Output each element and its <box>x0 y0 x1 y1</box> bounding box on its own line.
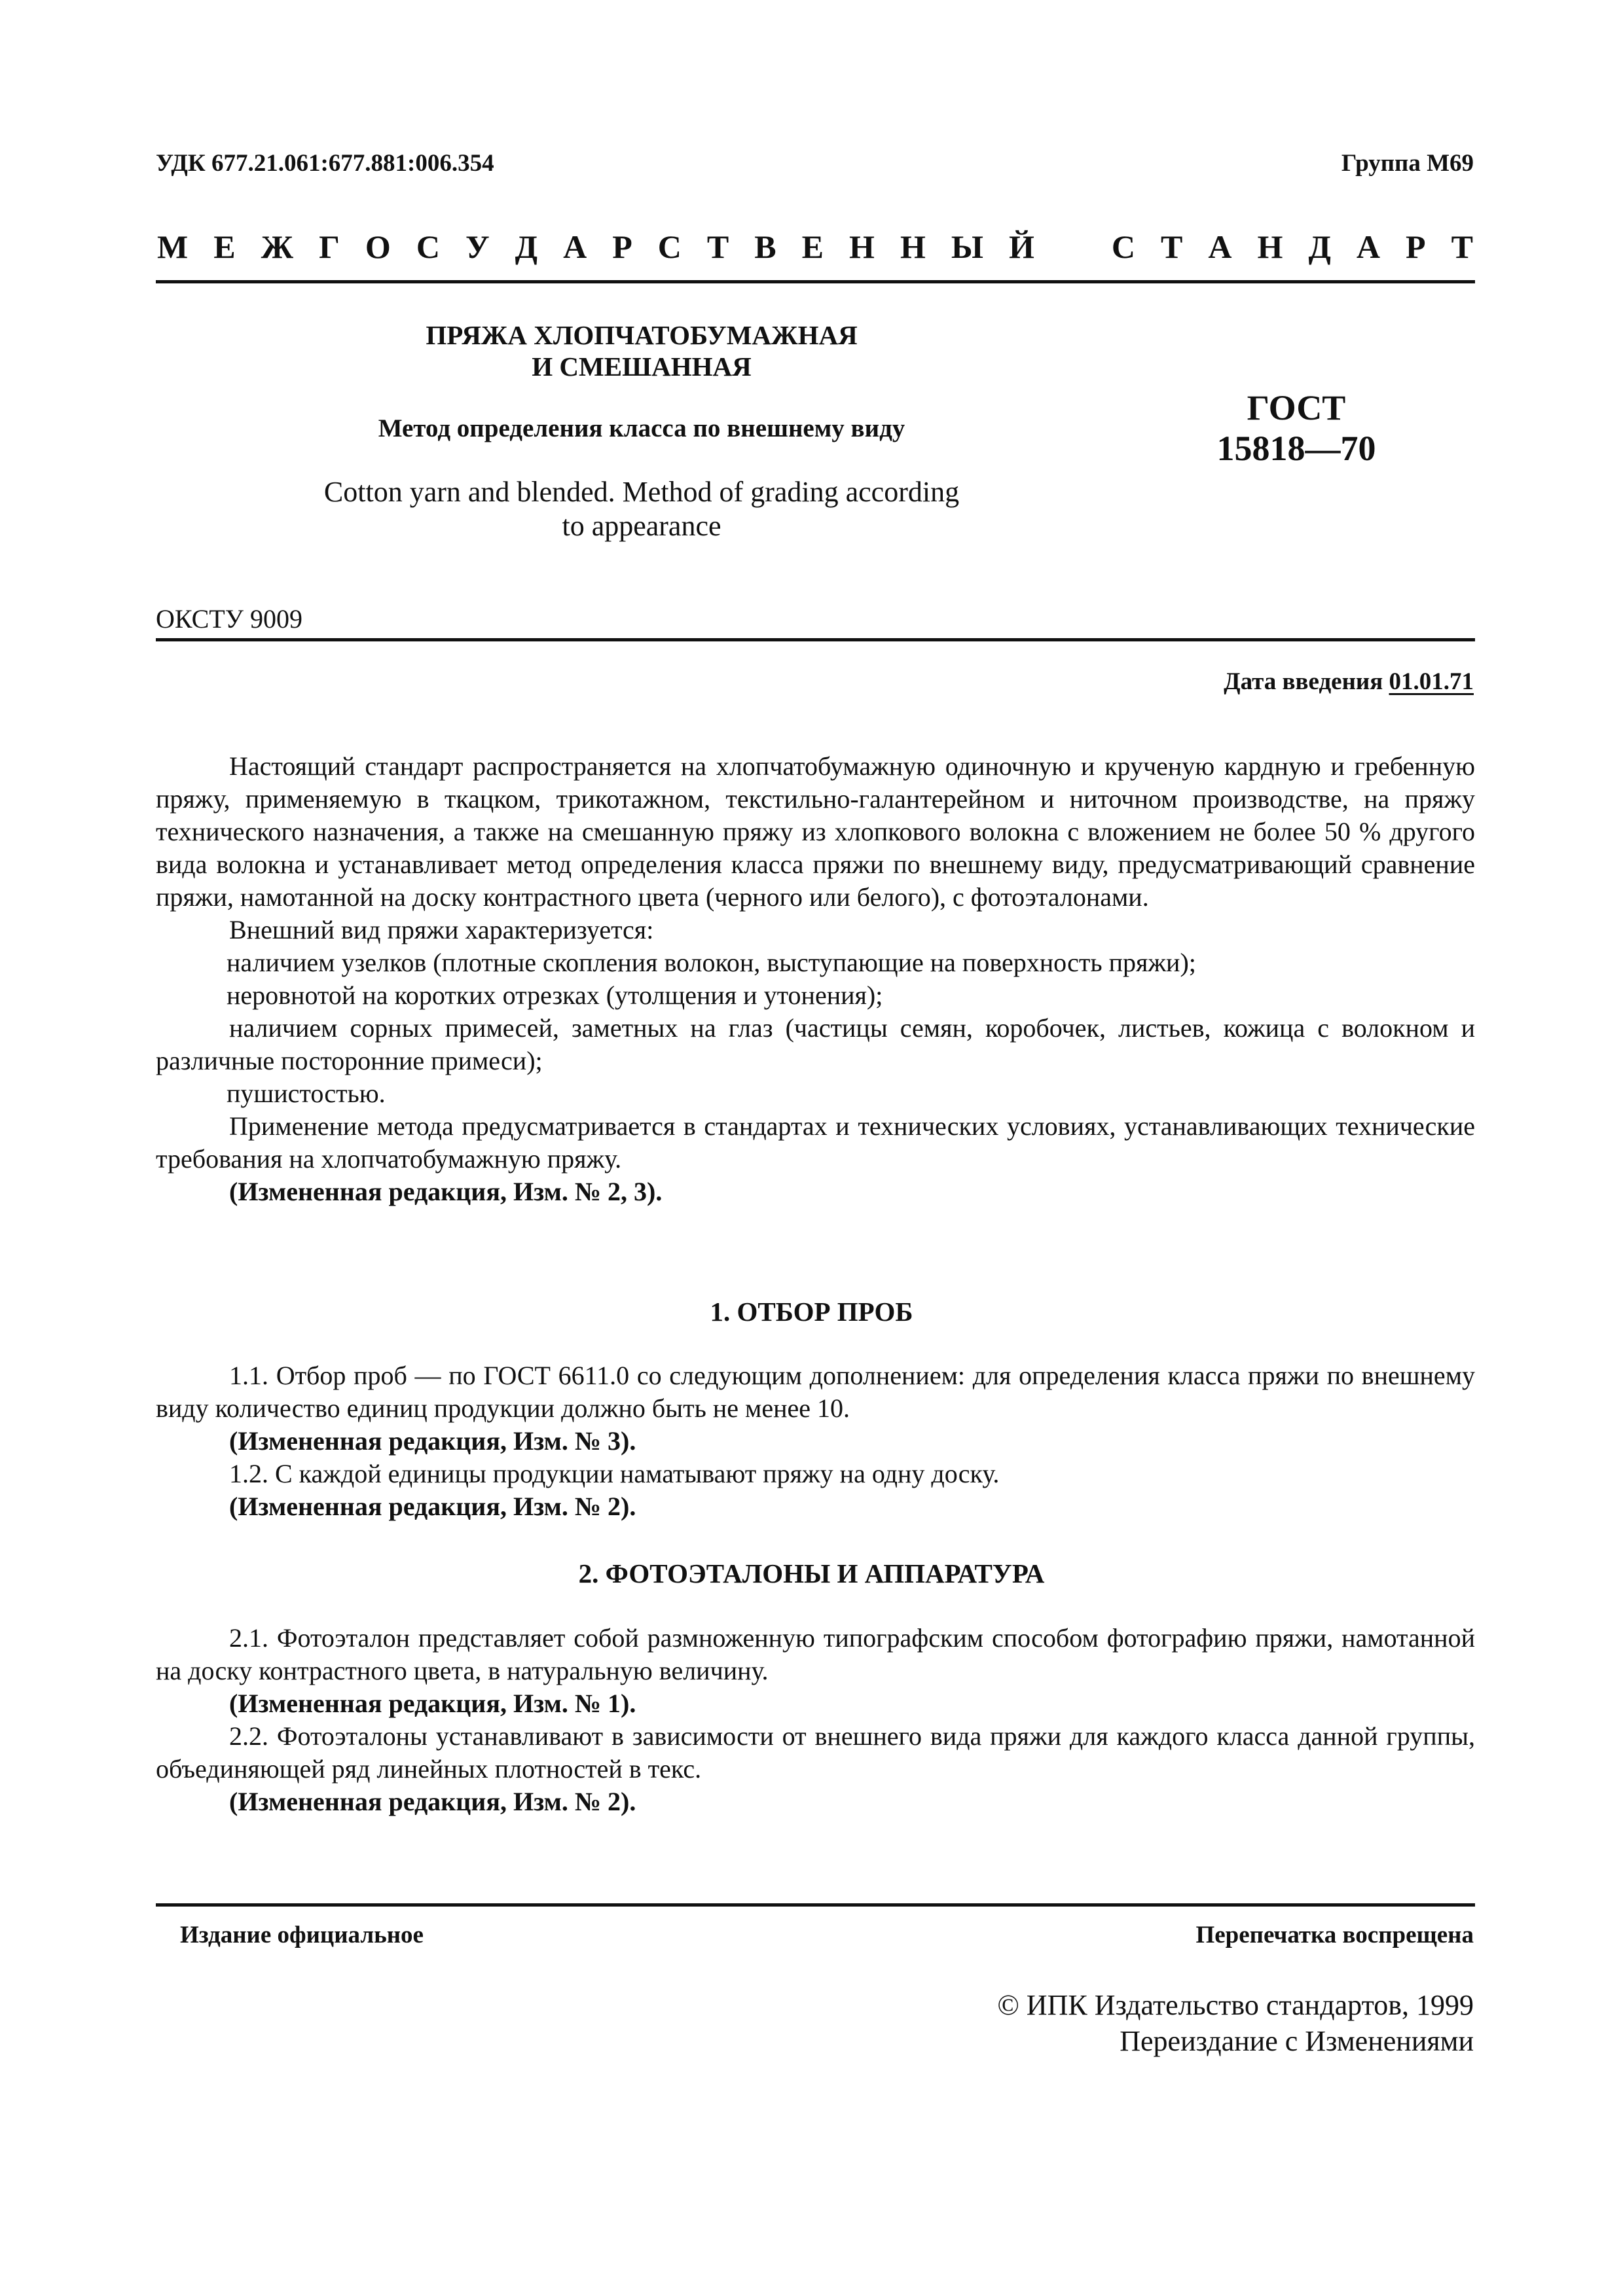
introduction-date <box>1224 668 1474 696</box>
group-code: Группа М69 <box>1341 150 1474 177</box>
gost-number: 15818—70 <box>1216 429 1376 468</box>
section-2-body <box>156 1622 1475 1818</box>
intro-paragraph: Внешний вид пряжи характеризуется: <box>229 915 654 944</box>
banner-letter: Е <box>801 228 824 265</box>
clause-1-1: 1.1. Отбор проб — по ГОСТ 6611.0 со следующим дополнением: для определения класса пряжи по внешнему виду количество единиц продукции должно быть не менее 10. <box>156 1361 1475 1423</box>
banner-letter: Ы <box>951 228 983 265</box>
banner-letter: Т <box>1451 228 1473 265</box>
banner-letter: А <box>1208 228 1232 265</box>
banner-letter: А <box>563 228 587 265</box>
banner-letter: Н <box>1257 228 1283 265</box>
banner-letter: С <box>657 228 682 265</box>
amendment-note: (Измененная редакция, Изм. № 2, 3). <box>229 1177 663 1206</box>
english-title-line-1: Cotton yarn and blended. Method of grading according <box>323 476 960 508</box>
section-1-body <box>156 1359 1475 1523</box>
banner-letter: В <box>754 228 776 265</box>
banner-letter: Т <box>1161 228 1183 265</box>
banner-letter: Е <box>213 228 236 265</box>
section-2-heading: 2. ФОТОЭТАЛОНЫ И АППАРАТУРА <box>578 1558 1045 1588</box>
intro-paragraph: наличием сорных примесей, заметных на глаз (частицы семян, коробочек, листьев, кожица с волокном и различные посторонние примеси); <box>156 1013 1475 1075</box>
banner-letter: У <box>465 228 490 265</box>
okstu-code: ОКСТУ 9009 <box>156 604 303 634</box>
copyright-line: © ИПК Издательство стандартов, 1999 <box>997 1989 1474 2021</box>
banner-letter: А <box>1356 228 1380 265</box>
clause-2-2: 2.2. Фотоэталоны устанавливают в зависимости от внешнего вида пряжи для каждого класса данной группы, объединяющей ряд линейных плотностей в текс. <box>156 1721 1475 1784</box>
english-title <box>249 475 1034 543</box>
clause-2-1: 2.1. Фотоэталон представляет собой размноженную типографским способом фотографию пряжи, намотанной на доску контрастного цвета, в натуральную величину. <box>156 1623 1475 1685</box>
title-line-2: И СМЕШАННАЯ <box>532 351 752 382</box>
amendment-note: (Измененная редакция, Изм. № 1). <box>229 1689 636 1718</box>
banner-letter: Т <box>706 228 729 265</box>
date-value: 01.01.71 <box>1389 668 1474 695</box>
reissue-line: Переиздание с Изменениями <box>1120 2025 1474 2057</box>
banner-letter: Н <box>849 228 875 265</box>
banner-letter: Й <box>1008 228 1034 265</box>
intro-paragraph: Применение метода предусматривается в стандартах и технических условиях, устанавливающих технические требования на хлопчатобумажную пряжу. <box>156 1111 1475 1174</box>
reprint-prohibited: Перепечатка воспрещена <box>1195 1922 1474 1948</box>
banner-letter: Р <box>612 228 632 265</box>
intro-paragraph: пушистостью. <box>227 1079 386 1108</box>
intro-paragraph: неровнотой на коротких отрезках (утолщения и утонения); <box>227 980 883 1010</box>
udk-code: УДК 677.21.061:677.881:006.354 <box>156 150 494 177</box>
okstu-rule <box>156 638 1475 641</box>
banner-letter: Н <box>900 228 926 265</box>
date-label: Дата введения <box>1224 668 1383 695</box>
banner-letter: С <box>1111 228 1136 265</box>
amendment-note: (Измененная редакция, Изм. № 2). <box>229 1787 636 1816</box>
footer-rule <box>156 1903 1475 1907</box>
banner-letter: Д <box>1308 228 1331 265</box>
intro-section <box>156 750 1475 1208</box>
english-title-line-2: to appearance <box>562 510 721 542</box>
document-title <box>295 319 989 382</box>
banner-letter: М <box>157 228 189 265</box>
banner-letter: Р <box>1406 228 1426 265</box>
banner-letter: О <box>365 228 391 265</box>
section-1-heading: 1. ОТБОР ПРОБ <box>710 1297 913 1327</box>
gost-label: ГОСТ <box>1247 388 1346 427</box>
amendment-note: (Измененная редакция, Изм. № 2). <box>229 1492 636 1521</box>
intro-paragraph: наличием узелков (плотные скопления волокон, выступающие на поверхность пряжи); <box>227 948 1196 977</box>
banner-letter: Ж <box>261 228 294 265</box>
banner-rule <box>156 280 1475 283</box>
intro-paragraph: Настоящий стандарт распространяется на хлопчатобумажную одиночную и крученую кардную и гребенную пряжу, применяемую в ткацком, трикотажном, текстильно-галантерейном и ниточном производстве, на пряжу технического назначения, а также на смешанную пряжу из хлопкового волокна с вложением не более 50 % другого вида волокна и устанавливает метод определения класса пряжи по внешнему виду, предусматривающий сравнение пряжи, намотанной на доску контрастного цвета (черного или белого), с фотоэталонами. <box>156 751 1475 912</box>
gost-designation <box>1165 387 1427 469</box>
banner-letter: Д <box>515 228 538 265</box>
banner-letter: С <box>416 228 440 265</box>
clause-1-2: 1.2. С каждой единицы продукции наматывают пряжу на одну доску. <box>229 1459 1000 1488</box>
copyright-block <box>997 1987 1474 2059</box>
document-subtitle: Метод определения класса по внешнему виду <box>378 414 905 442</box>
amendment-note: (Измененная редакция, Изм. № 3). <box>229 1426 636 1456</box>
title-line-1: ПРЯЖА ХЛОПЧАТОБУМАЖНАЯ <box>426 320 858 350</box>
banner-letter: Г <box>319 228 340 265</box>
banner-gap <box>1060 228 1086 266</box>
interstate-standard-banner <box>157 228 1473 266</box>
official-edition: Издание официальное <box>180 1922 424 1948</box>
